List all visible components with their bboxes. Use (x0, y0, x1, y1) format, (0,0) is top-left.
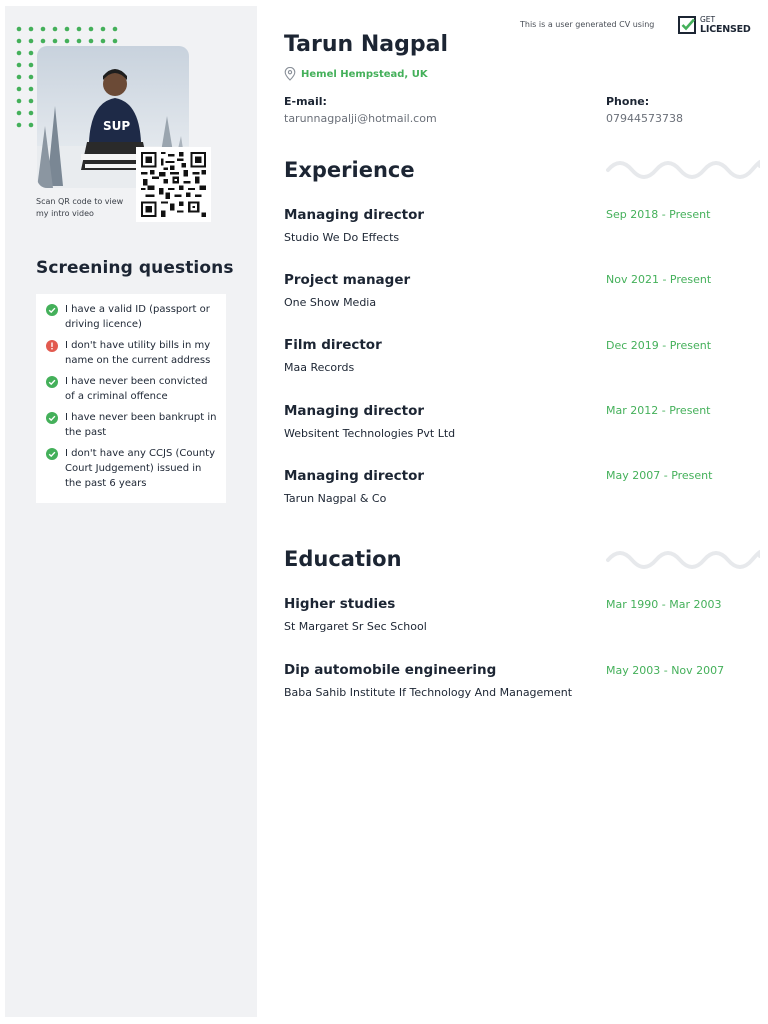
brand-banner (520, 15, 760, 38)
screening-item-text: I have never been bankrupt in the past (65, 412, 217, 438)
experience-dates: Sep 2018 - Present (606, 208, 711, 221)
screening-item (46, 446, 218, 491)
phone-label: Phone: (606, 95, 650, 108)
alert-circle-icon (46, 340, 58, 352)
getlicensed-logo-icon (678, 16, 696, 34)
check-circle-icon (46, 376, 58, 388)
email-value[interactable]: tarunnagpalji@hotmail.com (284, 112, 437, 125)
check-circle-icon (46, 304, 58, 316)
screening-title: Screening questions (36, 258, 234, 278)
screening-item (46, 374, 218, 404)
experience-org: Maa Records (284, 361, 355, 374)
experience-role: Managing director (284, 468, 425, 484)
check-circle-icon (46, 448, 58, 460)
education-role: Higher studies (284, 596, 396, 612)
education-title: Education (284, 547, 402, 571)
experience-dates: May 2007 - Present (606, 469, 713, 482)
wave-decoration (606, 158, 760, 182)
screening-item-text: I have a valid ID (passport or driving licence) (65, 304, 210, 330)
svg-text:SUP: SUP (103, 119, 131, 133)
screening-item-text: I don't have utility bills in my name on the current address (65, 340, 211, 366)
email-label: E-mail: (284, 95, 327, 108)
location-pin-icon (284, 67, 296, 81)
experience-dates: Nov 2021 - Present (606, 273, 712, 286)
education-dates: May 2003 - Nov 2007 (606, 664, 725, 677)
check-circle-icon (46, 412, 58, 424)
wave-decoration (606, 548, 760, 572)
brand-note: This is a user generated CV using (520, 20, 655, 29)
experience-role: Managing director (284, 207, 425, 223)
screening-item (46, 338, 218, 368)
screening-item (46, 410, 218, 440)
brand-logo-top: GET (700, 15, 716, 24)
location-text: Hemel Hempstead, UK (301, 68, 428, 80)
experience-role: Managing director (284, 403, 425, 419)
experience-dates: Dec 2019 - Present (606, 339, 712, 352)
experience-dates: Mar 2012 - Present (606, 404, 711, 417)
experience-org: Tarun Nagpal & Co (284, 492, 387, 505)
qr-caption: Scan QR code to view my intro video (36, 197, 124, 218)
screening-item-text: I don't have any CCJS (County Court Judgement) issued in the past 6 years (65, 448, 216, 489)
qr-code[interactable] (136, 147, 211, 222)
brand-logo-bottom: LICENSED (700, 24, 751, 35)
screening-list (36, 294, 226, 503)
education-role: Dip automobile engineering (284, 662, 497, 678)
experience-org: One Show Media (284, 296, 377, 309)
experience-role: Film director (284, 337, 382, 353)
education-org: Baba Sahib Institute If Technology And Management (284, 686, 573, 699)
experience-title: Experience (284, 158, 415, 182)
profile-name: Tarun Nagpal (284, 32, 448, 57)
education-org: St Margaret Sr Sec School (284, 620, 427, 633)
experience-org: Studio We Do Effects (284, 231, 400, 244)
sidebar (5, 6, 257, 1017)
experience-org: Websitent Technologies Pvt Ltd (284, 427, 456, 440)
profile-location (284, 67, 428, 81)
screening-item-text: I have never been convicted of a criminal offence (65, 376, 208, 402)
education-dates: Mar 1990 - Mar 2003 (606, 598, 722, 611)
screening-item (46, 302, 218, 332)
experience-role: Project manager (284, 272, 411, 288)
phone-value[interactable]: 07944573738 (606, 112, 683, 125)
